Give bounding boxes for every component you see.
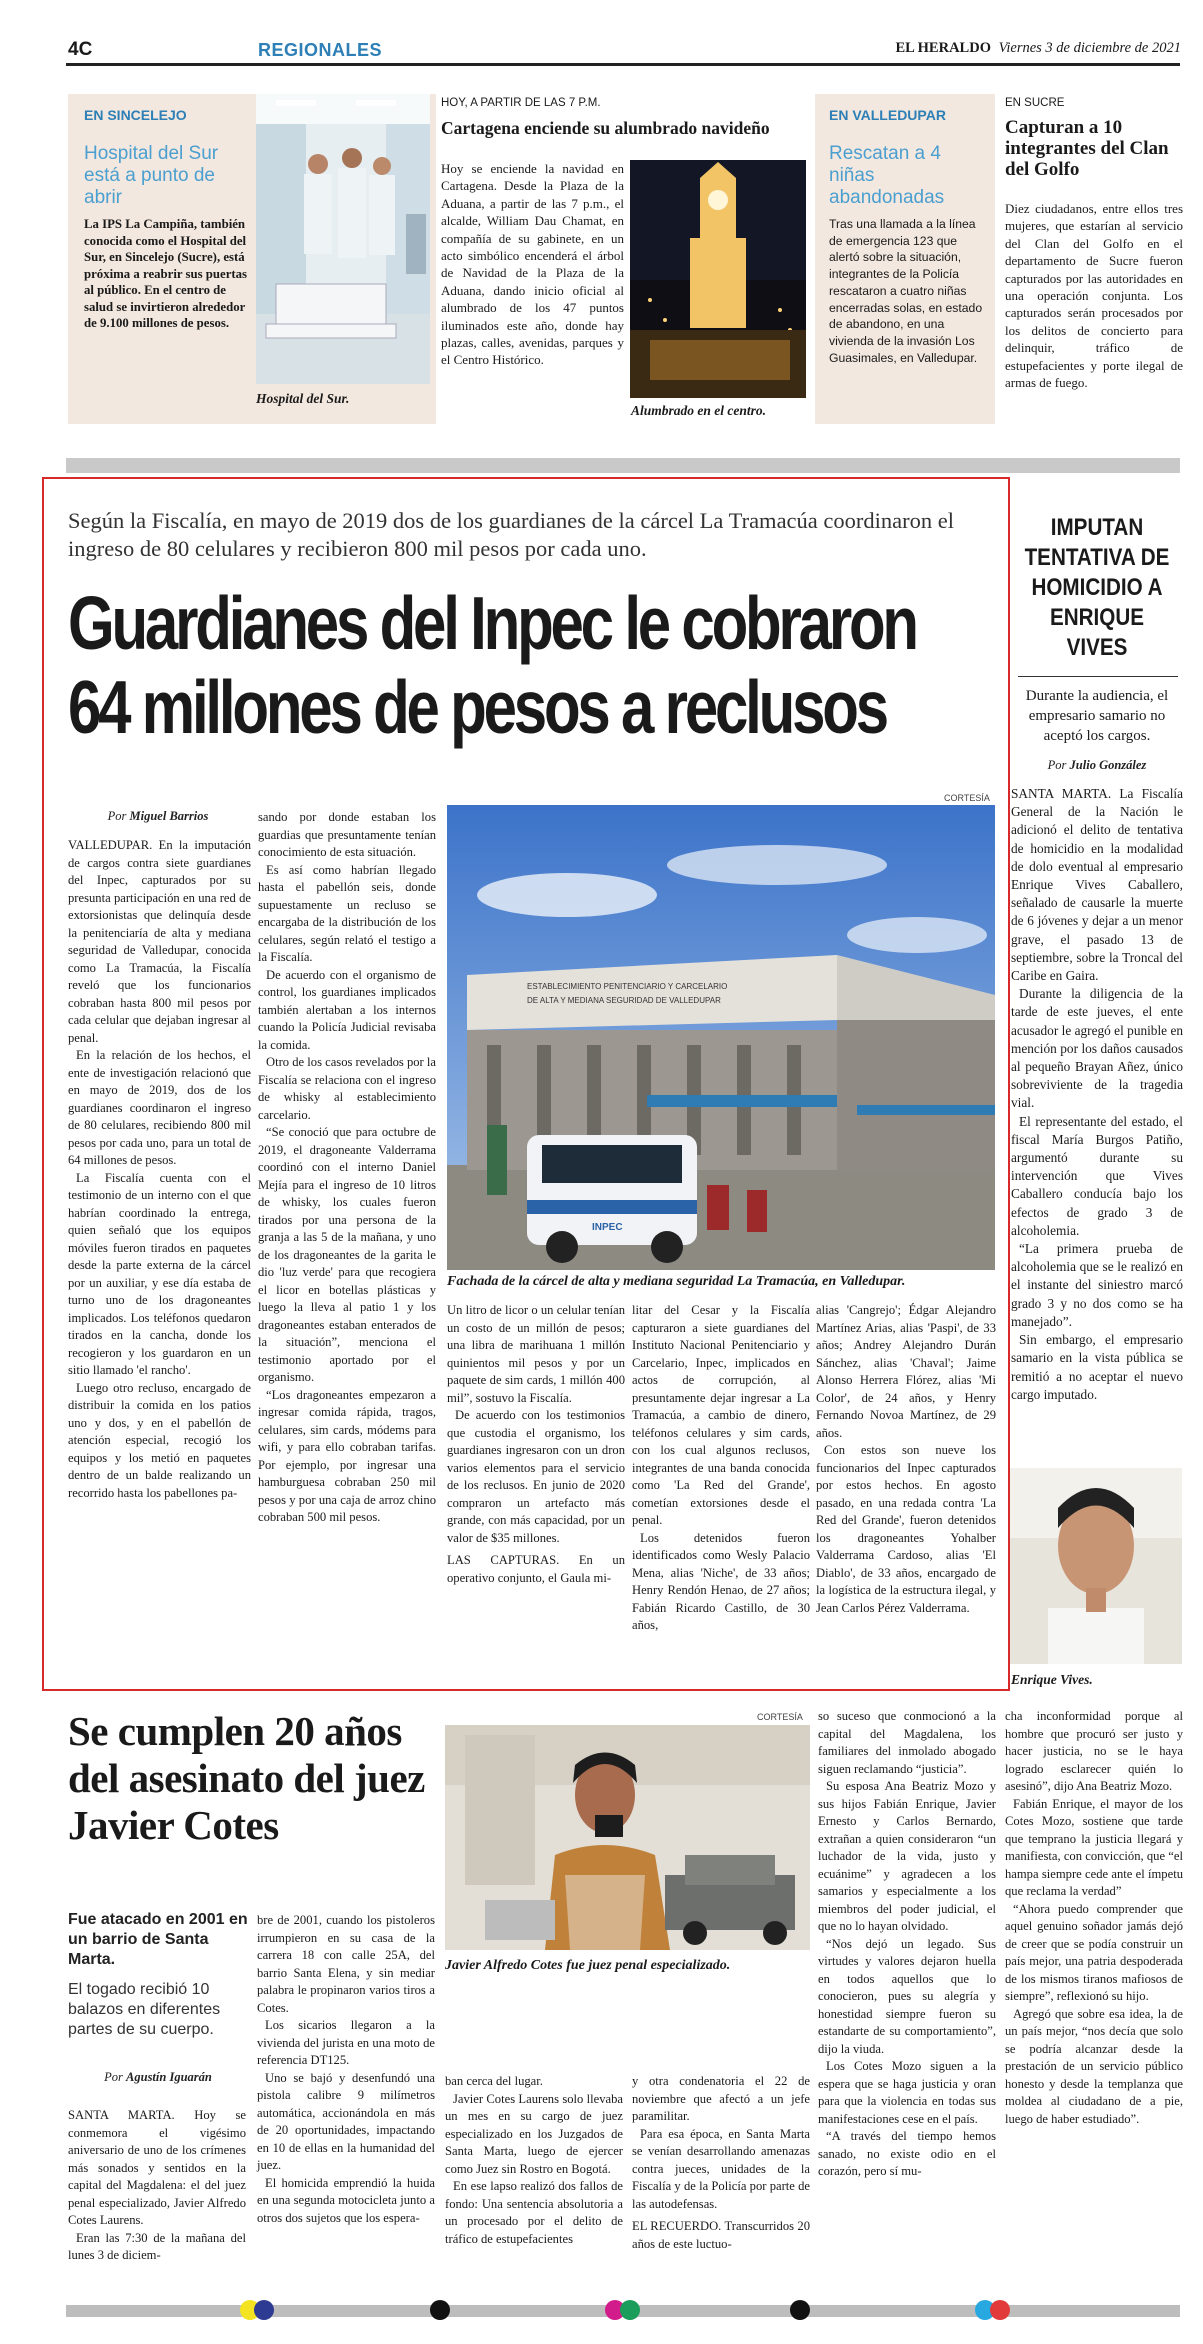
paragraph: “A través del tiempo hemos sanado, no existe odio en el corazón, pero sí mu- bbox=[818, 2129, 996, 2178]
paragraph: “Se conoció que para octubre de 2019, el dragoneante Valderrama coordinó con el interno Daniel Mejía para el ingreso de 10 litros de whisky, los cuales fueron tirados por una persona de la granja a las 5 de la mañana, y uno de los dragoneantes de la garita le dio 'luz verde' para que recogiera el licor en botellas plásticas y luego la lleva al patio 1 y los dragoneantes estaban enterados de la situación”, menciona el testimonio aportado por el organismo. bbox=[258, 1125, 436, 1384]
paragraph: ban cerca del lugar. bbox=[445, 2074, 543, 2088]
byline-pre: Por bbox=[107, 809, 127, 823]
page-number: 4C bbox=[68, 39, 93, 60]
story-deck: Según la Fiscalía, en mayo de 2019 dos de los guardianes de la cárcel La Tramacúa coordinaron el ingreso de 80 celulares y recibieron 800 mil pesos por cada uno. bbox=[68, 508, 954, 561]
paragraph: Para esa época, en Santa Marta se venían desarrollando amenazas contra jueces, unidades de la Fiscalía y de la Policía por parte de las autodefensas. bbox=[632, 2126, 810, 2211]
paragraph: so suceso que conmocionó a la capital del Magdalena, los familiares del inmolado abogado siguen reclamando “justicia”. bbox=[818, 1709, 996, 1776]
photo-credit: CORTESÍA bbox=[944, 793, 990, 803]
paragraph: Con estos son nueve los funcionarios del Inpec capturados por estos hechos. En agosto pasado, en una redada contra 'La Red del Grande', fueron detenidos los dragoneantes Yohalber Valderrama Cardoso, alias 'El Diablo', de 33 años, encargado de la logística de la estructura ilegal, y Jean Carlos Pérez Valderrama. bbox=[816, 1443, 996, 1615]
paragraph: Los sicarios llegaron a la vivienda del jurista en una moto de referencia DT125. bbox=[257, 2018, 435, 2067]
brief-kicker: EN SUCRE bbox=[1005, 97, 1065, 109]
brief-title: Capturan a 10 integrantes del Clan del Golfo bbox=[1005, 117, 1169, 180]
subhead: LAS CAPTURAS. bbox=[447, 1553, 560, 1567]
main-col-2 bbox=[258, 809, 436, 1527]
photo-caption: Alumbrado en el centro. bbox=[631, 403, 767, 418]
hospital-photo bbox=[256, 94, 430, 384]
paragraph: Durante la diligencia de la tarde de este jueves, el ente acusador le agregó el punible en mención por los daños causados al pequeño Brayan Añez, único sobreviviente de la tragedia vial. bbox=[1011, 986, 1183, 1111]
paragraph: La Fiscalía General de la Nación le adicionó el delito de tentativa de homicidio en la modalidad de dolo eventual al empresario Enrique Vives Caballero, señalado de causarle la muerte de 6 jóvenes y dejar a un menor grave, el pasado 13 de septiembre, sobre la Troncal del Caribe en Gaira. bbox=[1011, 786, 1183, 984]
section-name: REGIONALES bbox=[258, 40, 383, 60]
paragraph: Luego otro recluso, encargado de distribuir la comida en los patios uno y dos, y en el pabellón de atención especial, recogió los equipos y los metió en paquetes dentro de un balde realizando un recorrido hasta los pabellones pa- bbox=[68, 1380, 251, 1500]
paragraph: Fabián Enrique, el mayor de los Cotes Mozo, sostiene que tarde que temprano la justicia llegará y manifiesta, con convicción, que “el hampa siempre cede ante el ímpetu que reclama la verdad” bbox=[1005, 1796, 1183, 1898]
byline-author: Julio González bbox=[1069, 758, 1147, 772]
paragraph: El homicida emprendió la huida en una segunda motocicleta junto a otros dos sujetos que los espera- bbox=[257, 2175, 435, 2225]
paragraph: El representante del estado, el fiscal María Burgos Patiño, argumentó durante su intervención que Vives Caballero conducía bajo los efectos de grado 3 de alcoholemia. bbox=[1011, 1113, 1183, 1238]
paragraph: y otra condenatoria el 22 de noviembre que afectó a un jefe paramilitar. bbox=[632, 2074, 810, 2123]
paragraph: bre de 2001, cuando los pistoleros irrumpieron en su casa de la carrera 18 con calle 25A, del barrio Santa Elena, y sin mediar palabra le propinaron varios tiros a Cotes. bbox=[257, 1913, 435, 2015]
paragraph: La Fiscalía cuenta con el testimonio de un interno con el que habrían coordinado la entrega, quien señaló que los equipos móviles fueron tirados en paquetes desde la parte externa de la cárcel por un auxiliar, y ese día estaba de turno uno de los dragoneantes implicados. Los teléfonos quedaron tirados en la cancha, donde los recogieron y los guardaron en un sitio llamado 'el rancho'. bbox=[68, 1170, 251, 1377]
color-swatches bbox=[240, 2300, 1180, 2322]
lights-photo bbox=[630, 160, 806, 398]
brief-title: Rescatan a 4 niñas abandonadas bbox=[829, 143, 945, 208]
header-rule bbox=[66, 63, 1180, 66]
paragraph: sando por donde estaban los guardias que presuntamente tenían conocimiento de esta situación. bbox=[258, 810, 436, 859]
cotes-col-4 bbox=[632, 2073, 810, 2253]
brief-title: Cartagena enciende su alumbrado navideño bbox=[441, 118, 770, 138]
deck-line: Fue atacado en 2001 en un barrio de Santa Marta. bbox=[68, 1911, 248, 1968]
story-headline bbox=[68, 581, 916, 749]
brief-title: Hospital del Sur está a punto de abrir bbox=[84, 143, 219, 208]
main-col-4 bbox=[632, 1302, 810, 1635]
main-col-1 bbox=[68, 837, 251, 1502]
cotes-col-5 bbox=[818, 1708, 996, 2181]
paragraph: En la imputación de cargos contra siete guardianes del Inpec, capturados por su presunta participación en una red de extorsionistas que delinquía desde la penitenciaría de alta y mediana seguridad de Valledupar, conocida como La Tramacúa, la Fiscalía reveló que los funcionarios cobraban hasta 800 mil pesos por cada celular que dejaban ingresar al penal. bbox=[68, 838, 251, 1045]
paragraph: Sin embargo, el empresario samario en la vista pública se remitió a no aceptar el nuevo cargo imputado. bbox=[1011, 1332, 1183, 1402]
dateline: VALLEDUPAR. bbox=[68, 838, 153, 852]
cotes-headline: Se cumplen 20 años del asesinato del juez Javier Cotes bbox=[68, 1708, 425, 1848]
byline bbox=[68, 809, 248, 824]
prison-photo bbox=[447, 805, 995, 1270]
green-dot bbox=[620, 2300, 640, 2320]
dateline: SANTA MARTA. bbox=[68, 2108, 175, 2122]
photo-caption: Javier Alfredo Cotes fue juez penal especializado. bbox=[445, 1958, 731, 1973]
brief-kicker: HOY, A PARTIR DE LAS 7 P.M. bbox=[441, 97, 601, 109]
paragraph: Otro de los casos revelados por la Fiscalía se relaciona con el ingreso de whisky al establecimiento carcelario. bbox=[258, 1055, 436, 1122]
black-dot bbox=[790, 2300, 810, 2320]
paragraph: Eran las 7:30 de la mañana del lunes 3 de diciem- bbox=[68, 2230, 246, 2262]
byline-pre: Por bbox=[104, 2070, 123, 2084]
sign-text: ESTABLECIMIENTO PENITENCIARIO Y CARCELARIO bbox=[527, 982, 728, 991]
byline bbox=[1012, 758, 1182, 773]
paragraph: alias 'Cangrejo'; Édgar Alejandro Martínez Arias, alias 'Paspi', de 33 años; Andrey Alejandro Durán Sánchez, alias 'Chaval'; Jaime Alonso Herrera Flórez, alias 'Mi Color', de 24 años, y Henry Fernando Novoa Martínez, de 29 años. bbox=[816, 1303, 996, 1440]
cotes-col-2 bbox=[257, 1912, 435, 2227]
paragraph: En ese lapso realizó dos fallos de fondo: Una sentencia absolutoria a un procesado por el delito de tráfico de estupefacientes bbox=[445, 2179, 623, 2246]
paragraph: cha inconformidad porque al hombre que procuró ser justo y hacer justicia, no se le haya logrado esclarecer quién lo asesinó”, dijo Ana Beatriz Mozo. bbox=[1005, 1709, 1183, 1793]
byline bbox=[68, 2070, 248, 2085]
cotes-photo bbox=[445, 1725, 810, 1950]
byline-author: Miguel Barrios bbox=[129, 809, 209, 823]
sign-text: DE ALTA Y MEDIANA SEGURIDAD DE VALLEDUPAR bbox=[527, 996, 721, 1005]
byline-pre: Por bbox=[1047, 758, 1067, 772]
cotes-col-6 bbox=[1005, 1708, 1183, 2128]
paragraph: Un litro de licor o un celular tenían un costo de un millón de pesos; una libra de marihuana 1 millón quinientos mil pesos y por un paquete de sim cards, 1 millón 400 mil”, sostuvo la Fiscalía. bbox=[447, 1303, 625, 1405]
paragraph: Su esposa Ana Beatriz Mozo y sus hijos Fabián Enrique, Javier Ernesto y Carlos Bernardo, extrañan a quien consideraron “un luchador de la vida, justo y ecuánime” y agradecen a los samarios y especialmente a los miembros del poder judicial, el que no lo hayan olvidado. bbox=[818, 1779, 996, 1933]
brief-body: Hoy se enciende la navidad en Cartagena. Desde la Plaza de la Aduana, a partir de las 7 p.m., el alcalde, William Dau Chamat, en compañía de su gabinete, en un acto simbólico encenderá el árbol de Navidad de la Plaza de la Aduana, dando inicio oficial al alumbrado de los 47 puntos iluminados este año, donde hay plazas, calles, avenidas, parques y el Centro Histórico. bbox=[441, 161, 624, 368]
paragraph: “Los dragoneantes empezaron a ingresar comida rápida, tragos, celulares, sim cards, módems para wifi, y para ello cobraban tarifas. Por ejemplo, por ingresar una hamburguesa cobraban 250 mil pesos y por una caja de arroz chino cobraban 500 mil pesos. bbox=[258, 1387, 436, 1524]
paragraph: Javier Cotes Laurens solo llevaba un mes en su cargo de juez especializado en los Juzgados de Santa Marta, luego de ejercer como Juez sin Rostro en Bogotá. bbox=[445, 2091, 623, 2176]
sidebar-deck: Durante la audiencia, el empresario samario no aceptó los cargos. bbox=[1025, 688, 1169, 744]
van-text: INPEC bbox=[592, 1222, 623, 1233]
newspaper-name: EL HERALDO bbox=[895, 40, 991, 56]
paragraph: Los Cotes Mozo siguen a la espera que se haga justicia y oran para que la violencia en todas sus manifestaciones cese en el país. bbox=[818, 2059, 996, 2126]
headline-line: Guardianes del Inpec le cobraron bbox=[68, 581, 916, 665]
photo-credit: CORTESÍA bbox=[757, 1712, 803, 1722]
paragraph: Agregó que sobre esa idea, la de un país mejor, “nos decía que solo se podría alcanzar desde la prestación de un servicio público honesto y desde la templanza que moldea al ciudadano de a pie, luego de haber estudiado”. bbox=[1005, 2006, 1183, 2126]
cotes-deck bbox=[68, 1910, 248, 2040]
deck-line: El togado recibió 10 balazos en diferentes partes de su cuerpo. bbox=[68, 1981, 221, 2038]
main-col-3 bbox=[447, 1302, 625, 1587]
byline-author: Agustín Iguarán bbox=[126, 2070, 212, 2084]
paragraph: litar del Cesar y la Fiscalía capturaron a siete guardianes del Instituto Nacional Penitenciario y Carcelario, Inpec, implicados en actos de corrupción, al presuntamente dejar ingresar a La Tramacúa, a cambio de dinero, teléfonos celulares y sim cards, con los cual algunos reclusos, integrantes de una banda conocida como 'La Red del Grande', cometían extorsiones desde el penal. bbox=[632, 1303, 810, 1527]
red-dot bbox=[990, 2300, 1010, 2320]
photo-caption: Fachada de la cárcel de alta y mediana seguridad La Tramacúa, en Valledupar. bbox=[447, 1274, 906, 1289]
vives-photo bbox=[1010, 1468, 1182, 1664]
header-right bbox=[895, 40, 1181, 57]
dateline: SANTA MARTA. bbox=[1011, 786, 1112, 801]
brief-body: Tras una llamada a la línea de emergencia 123 que alertó sobre la situación, integrantes de la Policía rescataron a cuatro niñas encerradas solas, en estado de abandono, en una vivienda de la invasión Los Guasimales, en Valledupar. bbox=[829, 217, 983, 365]
paragraph: Uno se bajó y desenfundó una pistola calibre 9 milímetros automática, accionándola en más de 20 oportunidades, impactando en 10 de ellas en la humanidad del juez. bbox=[257, 2070, 435, 2172]
paragraph: Hoy se conmemora el vigésimo aniversario de uno de los crímenes más sonados y sentidos en la capital del Magdalena: el del juez penal especializado, Javier Alfredo Cotes Laurens. bbox=[68, 2108, 246, 2227]
paragraph: De acuerdo con el organismo de control, los guardianes implicados también alertaban a los internos cuando la Policía Judicial revisaba la comida. bbox=[258, 967, 436, 1052]
main-col-5 bbox=[816, 1302, 996, 1617]
photo-caption: Enrique Vives. bbox=[1011, 1672, 1093, 1687]
cotes-col-1 bbox=[68, 2107, 246, 2265]
photo-caption: Hospital del Sur. bbox=[256, 391, 350, 406]
brief-body: La IPS La Campiña, también conocida como el Hospital del Sur, en Sincelejo (Sucre), está próxima a reabrir sus puertas al público. En el centro de salud se invirtieron alrededor de 9.100 millones de pesos. bbox=[84, 217, 248, 330]
paragraph: De acuerdo con los testimonios que custodia el organismo, los guardianes ingresaron con un dron varios elementos para el servicio de los reclusos. En junio de 2020 compraron un artefacto más grande, con más capacidad, por un valor de $35 millones. bbox=[447, 1408, 625, 1545]
paragraph: Es así como habrían llegado hasta el pabellón seis, donde supuestamente un recluso se encargaba de la distribución de los celulares, según relató el testigo a la Fiscalía. bbox=[258, 862, 436, 964]
paragraph: “Nos dejó un legado. Sus virtudes y valores dejaron huella en todos aquellos que lo conocieron, pues su alegría y honestidad siempre fueron su estandarte de su comportamiento”, dijo la viuda. bbox=[818, 1936, 996, 2056]
paragraph: “Ahora puedo comprender que aquel genuino soñador jamás dejó de creer que se podía construir un país mejor, una patria despoderada de los mismos tiranos mafiosos de siempre”, reflexionó su hijo. bbox=[1005, 1901, 1183, 2003]
paragraph: En un operativo conjunto, el Gaula mi- bbox=[447, 1553, 626, 1585]
black-dot bbox=[430, 2300, 450, 2320]
paragraph: “La primera prueba de alcoholemia que se le realizó en el instante del siniestro marcó grado 3 y no dos como se ha manejado”. bbox=[1011, 1241, 1183, 1329]
paragraph: Los detenidos fueron identificados como Wesly Palacio Mena, alias 'Niche', de 33 años; Henry Rendón Henao, de 27 años; Fabián Ricardo Castillo, de 30 años, bbox=[632, 1530, 810, 1632]
subhead: EL RECUERDO. bbox=[632, 2219, 722, 2233]
cotes-col-3 bbox=[445, 2073, 623, 2248]
brief-body: Diez ciudadanos, entre ellos tres mujeres, que estarían al servicio del Clan del Golfo en el departamento de Sucre fueron capturados por las autoridades en una operación conjunta. Los capturados serán procesados por los delitos de concierto para delinquir, tráfico de estupefacientes y porte ilegal de armas de fuego. bbox=[1005, 201, 1183, 391]
issue-date: Viernes 3 de diciembre de 2021 bbox=[998, 40, 1181, 56]
sidebar-rule bbox=[1018, 676, 1178, 677]
paragraph: Transcurridos 20 años de este luctuo- bbox=[632, 2219, 811, 2251]
sidebar-headline: IMPUTAN TENTATIVA DE HOMICIDIO A ENRIQUE VIVES bbox=[1024, 514, 1170, 661]
blue-dot bbox=[254, 2300, 274, 2320]
headline-line: 64 millones de pesos a reclusos bbox=[68, 665, 886, 749]
sidebar-body bbox=[1011, 785, 1183, 1404]
brief-tag: EN VALLEDUPAR bbox=[829, 107, 946, 123]
section-divider bbox=[66, 458, 1180, 473]
paragraph: En la relación de los hechos, el ente de investigación relacionó que en mayo de 2019, dos de los guardianes coordinaron el ingreso de 80 celulares, recibiendo 800 mil pesos por cada uno, para un total de 64 millones de pesos. bbox=[68, 1048, 251, 1167]
brief-tag: EN SINCELEJO bbox=[84, 107, 187, 123]
